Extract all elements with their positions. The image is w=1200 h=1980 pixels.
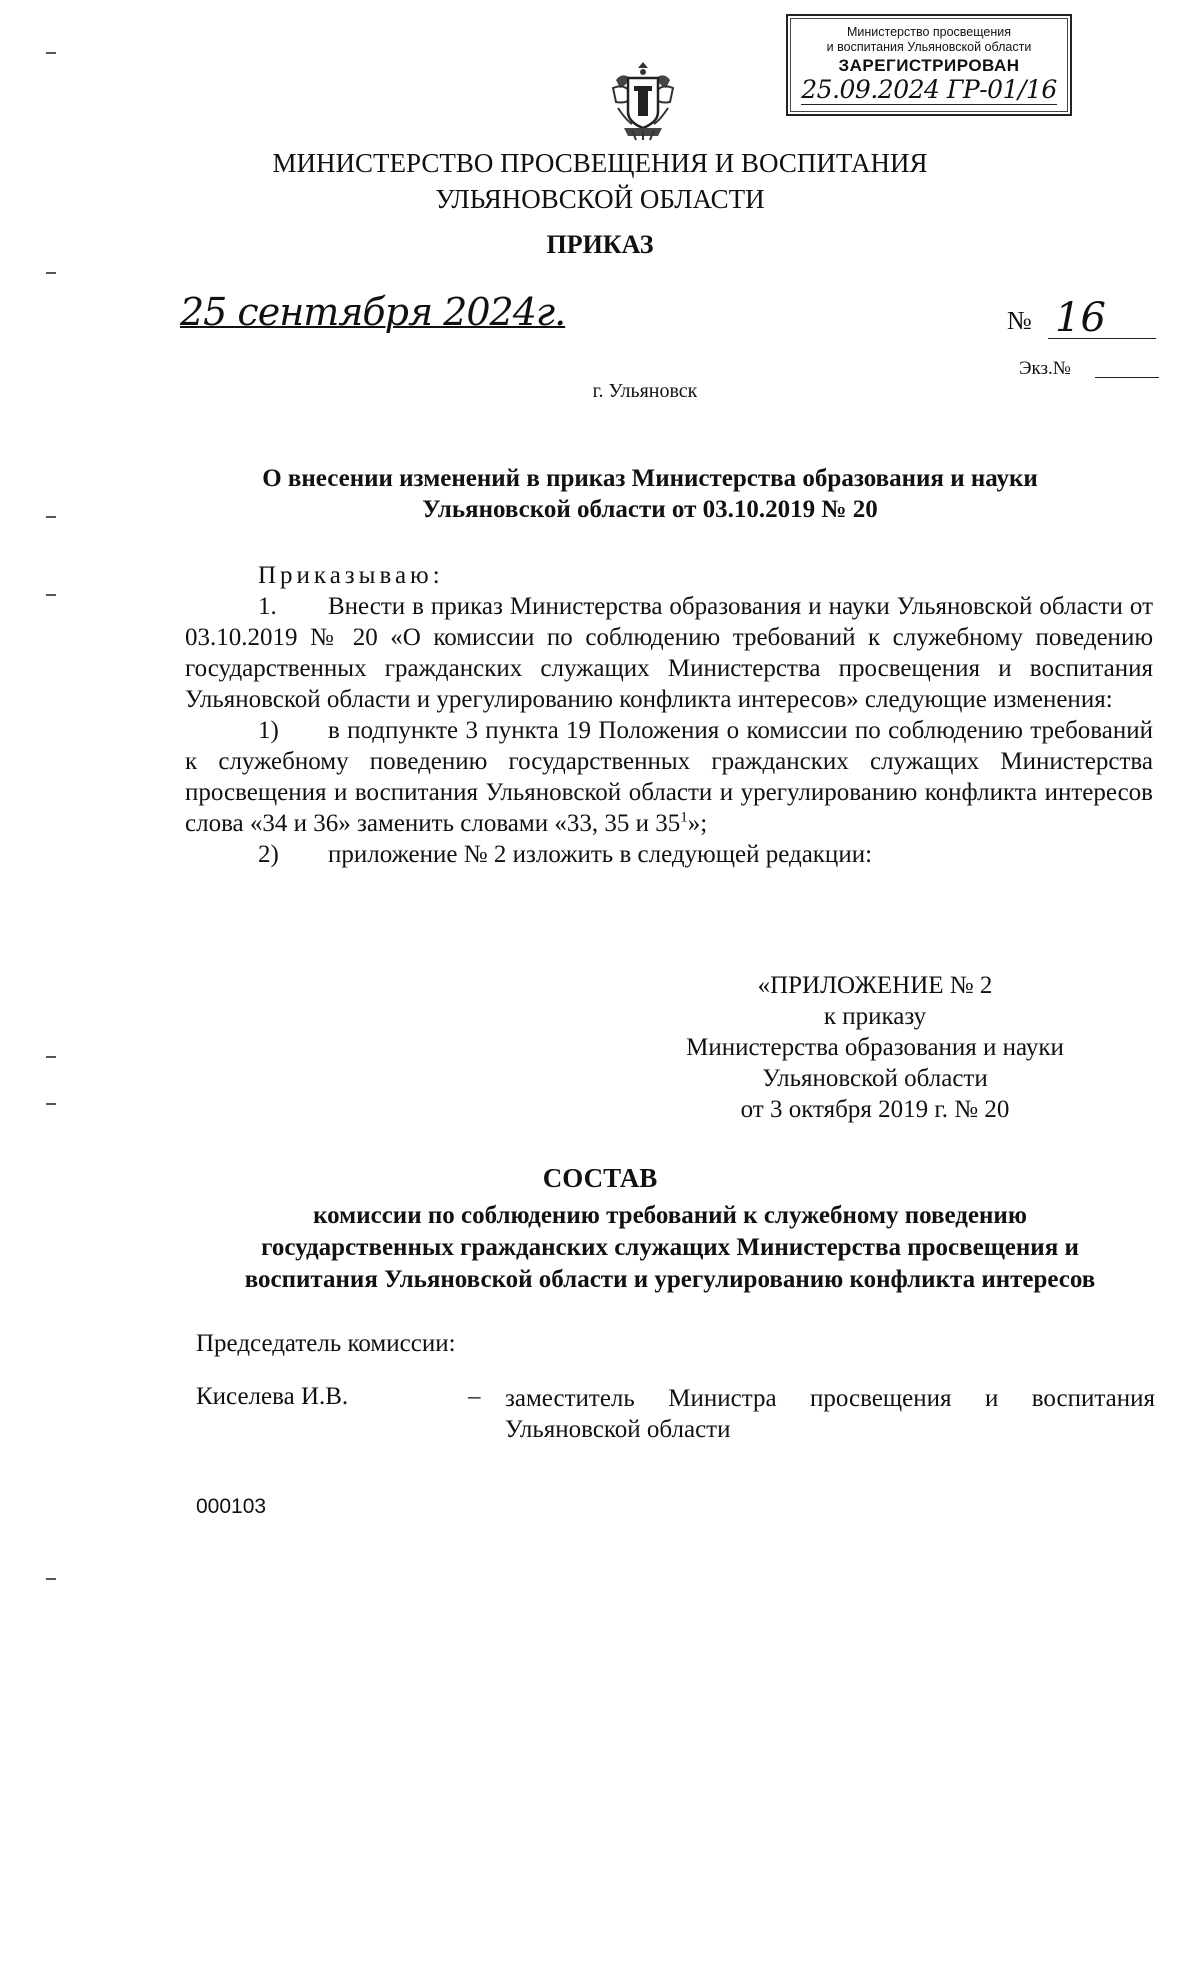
order-subject-line-2: Ульяновской области от 03.10.2019 № 20: [422, 496, 878, 523]
subitem-2: [185, 839, 1153, 870]
appendix-line-4: Ульяновской области: [762, 1065, 988, 1092]
item-1-text: Внести в приказ Министерства образования и науки Ульяновской области от 03.10.2019 № 20 «О комиссии по соблюдению требований к служебному поведению государственных гражданских служащих Министерства просвещения и воспитания Ульяновской области и урегулированию конфликта интересов» следующие изменения:: [185, 593, 1153, 713]
composition-description-line-1: комиссии по соблюдению требований к служебному поведению: [313, 1202, 1027, 1229]
subitem-1-superscript: 1: [680, 809, 688, 826]
handwritten-number: 16: [1055, 295, 1106, 341]
item-1: [185, 591, 1153, 715]
appendix-line-1: «ПРИЛОЖЕНИЕ № 2: [757, 972, 993, 999]
appendix-header: [600, 970, 1150, 1125]
subitem-2-number: 2): [258, 841, 279, 868]
scan-mark: [46, 1056, 56, 1058]
member-role-line-2: Ульяновской области: [505, 1416, 731, 1443]
subitem-1: [185, 715, 1153, 839]
scan-mark: [46, 272, 56, 274]
scan-mark: [46, 594, 56, 596]
stamp-line-1: Министерство просвещения: [846, 25, 1012, 39]
appendix-line-5: от 3 октября 2019 г. № 20: [740, 1096, 1010, 1123]
handwritten-date: 25 сентября 2024г.: [180, 290, 566, 334]
appendix-line-2: к приказу: [823, 1003, 927, 1030]
member-name: Киселева И.В.: [196, 1383, 349, 1410]
composition-description: [180, 1200, 1160, 1296]
coat-of-arms-icon: [608, 58, 678, 142]
order-subject-line-1: О внесении изменений в приказ Министерства образования и науки: [262, 465, 1038, 492]
appendix-line-3: Министерства образования и науки: [686, 1034, 1064, 1061]
subitem-2-text: приложение № 2 изложить в следующей редакции:: [328, 841, 873, 868]
copy-underline: [1095, 377, 1159, 378]
order-subject: [190, 463, 1110, 525]
member-role-line-1: заместитель Министра просвещения и воспитания: [505, 1385, 1155, 1412]
order-body: [185, 560, 1153, 870]
city: г. Ульяновск: [592, 380, 698, 402]
ministry-name-line-2: УЛЬЯНОВСКОЙ ОБЛАСТИ: [435, 184, 765, 214]
order-word: Приказываю:: [258, 562, 444, 589]
scan-mark: [46, 1578, 56, 1580]
scan-mark: [46, 1103, 56, 1105]
ministry-name-line-1: МИНИСТЕРСТВО ПРОСВЕЩЕНИЯ И ВОСПИТАНИЯ: [272, 148, 928, 178]
member-role: [505, 1383, 1155, 1445]
composition-title: СОСТАВ: [542, 1163, 658, 1193]
stamp-handwritten-registration: 25.09.2024 ГР-01/16: [801, 75, 1057, 104]
composition-description-line-3: воспитания Ульяновской области и урегулированию конфликта интересов: [244, 1266, 1096, 1293]
member-dash: –: [468, 1383, 481, 1410]
number-underline: [1048, 338, 1156, 339]
registration-stamp: [786, 14, 1072, 116]
copy-label: Экз.№: [1019, 358, 1071, 379]
composition-description-line-2: государственных гражданских служащих Министерства просвещения и: [261, 1234, 1079, 1261]
chair-label: Председатель комиссии:: [196, 1330, 456, 1357]
number-label: №: [1007, 306, 1032, 335]
document-code: 000103: [196, 1495, 267, 1518]
stamp-status: ЗАРЕГИСТРИРОВАН: [838, 56, 1020, 75]
scan-mark: [46, 52, 56, 54]
stamp-line-2: и воспитания Ульяновской области: [826, 40, 1032, 54]
document-type: ПРИКАЗ: [546, 230, 654, 259]
subitem-1-text: в подпункте 3 пункта 19 Положения о комиссии по соблюдению требований к служебному поведению государственных гражданских служащих Министерства просвещения и воспитания Ульяновской области и урегулированию конфликта интересов слова «34 и 36» заменить словами «33, 35 и 35: [185, 717, 1153, 837]
subitem-1-end: »;: [687, 810, 708, 837]
ministry-name: [0, 145, 1200, 217]
subitem-1-number: 1): [258, 717, 279, 744]
item-1-number: 1.: [258, 593, 277, 620]
scan-mark: [46, 516, 56, 518]
